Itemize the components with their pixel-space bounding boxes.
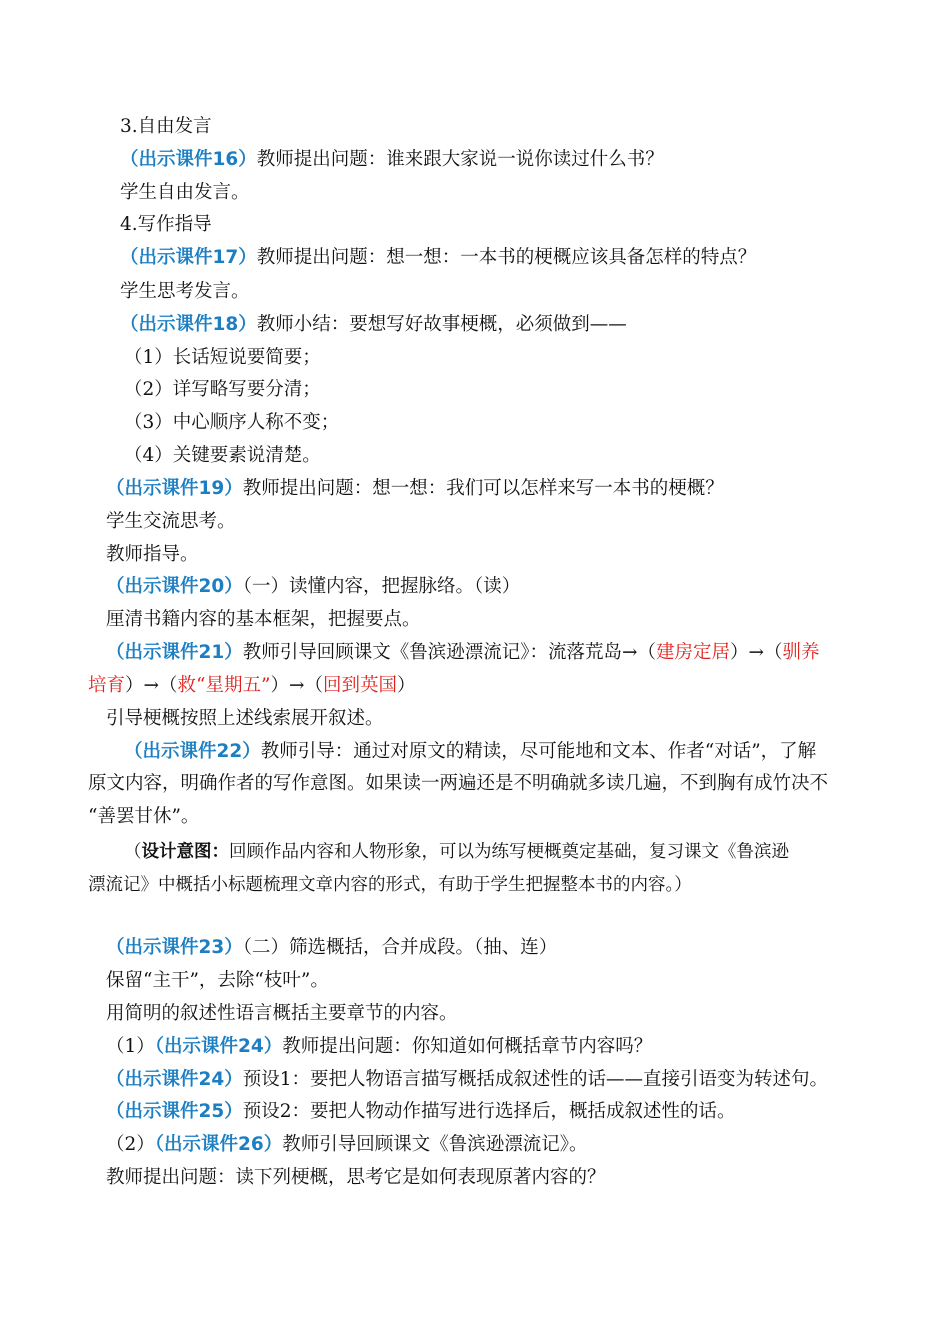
list-item: （3）中心顺序人称不变； (124, 412, 340, 433)
paragraph: （2）（出示课件26）教师引导回顾课文《鲁滨逊漂流记》。 (106, 1134, 588, 1155)
paragraph: （出示课件20）（一）读懂内容，把握脉络。（读） (106, 576, 521, 597)
paragraph: （出示课件22）教师引导：通过对原文的精读，尽可能地和文本、作者“对话”，了解 (124, 741, 817, 762)
paragraph-continuation: 培育）→（救“星期五”）→（回到英国） (88, 675, 416, 696)
slide-reference: （出示课件26） (154, 1134, 283, 1155)
slide-reference: （出示课件23） (106, 937, 243, 958)
list-item: （4）关键要素说清楚。 (124, 445, 321, 466)
slide-reference: （出示课件17） (120, 247, 257, 268)
paragraph: （出示课件19）教师提出问题：想一想：我们可以怎样来写一本书的梗概？ (106, 478, 724, 499)
list-item: （1）长话短说要简要； (124, 347, 321, 368)
plot-step: 回到英国 (322, 675, 397, 696)
paragraph-continuation: 原文内容，明确作者的写作意图。如果读一两遍还是不明确就多读几遍，不到胸有成竹决不 (88, 773, 829, 794)
paragraph: 教师指导。 (106, 544, 199, 565)
plot-step: 救“星期五” (177, 675, 271, 696)
paragraph: 教师提出问题：读下列梗概，思考它是如何表现原著内容的？ (106, 1167, 606, 1188)
slide-reference: （出示课件25） (106, 1101, 243, 1122)
slide-reference: （出示课件20） (106, 576, 243, 597)
paragraph: （出示课件25）预设2：要把人物动作描写进行选择后，概括成叙述性的话。 (106, 1101, 736, 1122)
slide-reference: （出示课件24） (154, 1036, 283, 1057)
paragraph: 用简明的叙述性语言概括主要章节的内容。 (106, 1003, 458, 1024)
paragraph: （出示课件21）教师引导回顾课文《鲁滨逊漂流记》：流落荒岛→（建房定居）→（驯养 (106, 642, 820, 663)
design-intent-note: 漂流记》中概括小标题梳理文章内容的形式，有助于学生把握整本书的内容。） (88, 875, 692, 895)
slide-reference: （出示课件16） (120, 149, 257, 170)
slide-reference: （出示课件19） (106, 478, 243, 499)
paragraph: （1）（出示课件24）教师提出问题：你知道如何概括章节内容吗？ (106, 1036, 653, 1057)
design-intent-note: （设计意图：回顾作品内容和人物形象，可以为练写梗概奠定基础，复习课文《鲁滨逊 (124, 842, 789, 862)
list-item: （2）详写略写要分清； (124, 379, 321, 400)
plot-step: 建房定居 (656, 642, 731, 663)
paragraph: （出示课件18）教师小结：要想写好故事梗概，必须做到—— (120, 314, 627, 335)
paragraph: 保留“主干”，去除“枝叶”。 (106, 970, 329, 991)
paragraph: 引导梗概按照上述线索展开叙述。 (106, 708, 384, 729)
slide-reference: （出示课件21） (106, 642, 243, 663)
paragraph: 厘清书籍内容的基本框架，把握要点。 (106, 609, 421, 630)
section-heading-writing-guide: 4.写作指导 (120, 214, 212, 235)
paragraph: （出示课件16）教师提出问题：谁来跟大家说一说你读过什么书？ (120, 149, 664, 170)
paragraph: 学生自由发言。 (120, 182, 250, 203)
paragraph: （出示课件23）（二）筛选概括，合并成段。（抽、连） (106, 937, 558, 958)
paragraph: 学生思考发言。 (120, 281, 250, 302)
paragraph: 学生交流思考。 (106, 511, 236, 532)
paragraph: （出示课件24）预设1：要把人物语言描写概括成叙述性的话——直接引语变为转述句。 (106, 1069, 829, 1090)
slide-reference: （出示课件22） (124, 741, 261, 762)
plot-step: 驯养 (782, 642, 820, 663)
paragraph: （出示课件17）教师提出问题：想一想：一本书的梗概应该具备怎样的特点？ (120, 247, 757, 268)
slide-reference: （出示课件24） (106, 1069, 243, 1090)
plot-step: 培育 (88, 675, 126, 696)
slide-reference: （出示课件18） (120, 314, 257, 335)
section-heading-free-speech: 3.自由发言 (120, 116, 212, 137)
paragraph-continuation: “善罢甘休”。 (88, 806, 200, 827)
design-intent-label: 设计意图： (141, 842, 229, 862)
